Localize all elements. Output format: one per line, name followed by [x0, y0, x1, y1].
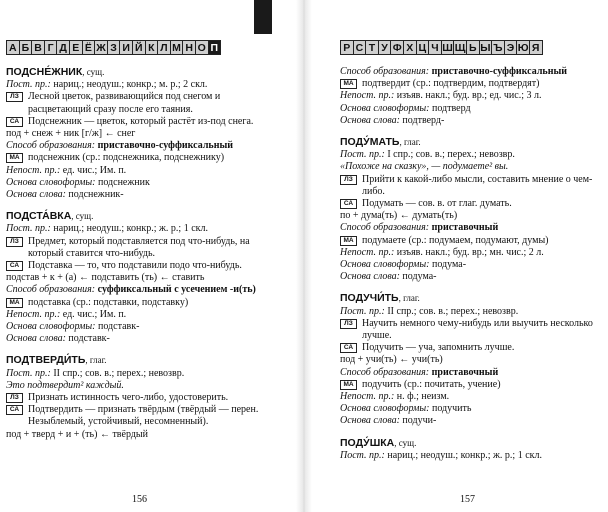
entry-line [6, 380, 270, 392]
section-badge: ЛЗ [6, 92, 23, 102]
section-badge: СА [340, 343, 357, 353]
row-text: Научить немного чему-нибудь или выучить несколько лучше. [362, 317, 593, 342]
section-badge: МА [6, 153, 23, 163]
entry-line [6, 79, 270, 91]
entry-heading [6, 210, 270, 223]
section-badge: СА [6, 405, 23, 415]
entry-line [340, 391, 602, 403]
entry-line [340, 66, 602, 78]
line-emphasis: приставочный [429, 222, 499, 234]
line-text: изъяв. накл.; буд. вр.; ед. чис.; 3 л. [394, 90, 542, 102]
row-text: подтвердит (ср.: подтвердим, подтвердят) [362, 78, 540, 90]
entry-line [340, 403, 602, 415]
section-badge: МА [6, 298, 23, 308]
alphabet-letter[interactable]: Щ [454, 41, 466, 54]
entry-row [6, 297, 270, 309]
line-label: Основа словоформы: [340, 403, 430, 415]
section-badge: ЛЗ [340, 319, 357, 329]
line-label: Основа слова: [340, 415, 400, 427]
entry-line [6, 128, 270, 140]
alphabet-letter[interactable]: Ь [466, 40, 480, 55]
line-text: ед. чис.; Им. п. [60, 308, 127, 320]
line-text: изъяв. накл.; буд. вр.; мн. чис.; 2 л. [394, 246, 544, 258]
alphabet-letter[interactable]: Й [132, 40, 146, 55]
line-label: Основа словоформы: [340, 102, 430, 114]
alphabet-letter[interactable]: Б [19, 40, 33, 55]
entry-line [340, 415, 602, 427]
alphabet-letter[interactable]: П [208, 40, 222, 55]
row-text: Подтвердить — признать твёрдым (твёрдый — перен. Незыблемый, устойчивый, несомненный). [28, 404, 259, 428]
line-emphasis: приставочно-суффиксальный [429, 66, 568, 77]
entry-line [6, 429, 270, 441]
line-text: н. ф.; неизм. [394, 391, 450, 403]
entry-line [340, 450, 602, 462]
section-badge: МА [340, 380, 357, 390]
alphabet-letter[interactable]: И [119, 40, 133, 55]
line-label: Основа слова: [6, 189, 66, 201]
dictionary-entry [6, 354, 270, 440]
alphabet-letter[interactable]: М [170, 40, 184, 55]
entry-heading [340, 292, 602, 305]
line-label: Пост. пр.: [340, 449, 385, 461]
right-page [312, 0, 608, 512]
entry-line [6, 223, 270, 235]
dictionary-entry [340, 437, 602, 462]
alphabet-letter[interactable]: У [378, 40, 392, 55]
alphabet-letter[interactable]: З [107, 40, 121, 55]
alphabet-letter[interactable]: Т [365, 40, 379, 55]
entry-line [6, 284, 270, 296]
line-label: Основа слова: [340, 114, 400, 126]
line-text: под + тверд + и + (ть) ← твёрдый [6, 428, 148, 440]
entry-row [6, 116, 270, 128]
entry-row [6, 260, 270, 272]
line-label: Основа словоформы: [6, 176, 96, 188]
book-gutter [296, 0, 312, 512]
entry-row [6, 91, 270, 115]
row-text: Подучить — уча, запомнить лучше. [362, 342, 515, 354]
alphabet-letter[interactable]: Г [44, 40, 58, 55]
entry-row [340, 78, 602, 90]
row-text: подучить (ср.: почитать, учение) [362, 378, 501, 390]
entry-line [340, 115, 602, 127]
line-text: II спр.; сов. в.; перех.; невозвр. [50, 367, 185, 379]
section-badge: ЛЗ [340, 175, 357, 185]
part-of-speech: , глаг. [85, 355, 107, 366]
dictionary-entries [340, 66, 602, 471]
headword: ПОДУ́ШКА [340, 436, 395, 449]
line-text: нариц.; неодуш.; конкр.; ж. р.; 1 скл. [384, 449, 542, 461]
line-text: II спр.; сов. в.; перех.; невозвр. [384, 305, 519, 317]
entry-line [340, 247, 602, 259]
section-badge: МА [340, 236, 357, 246]
page-number: 157 [460, 494, 475, 505]
alphabet-letter[interactable]: Н [182, 40, 196, 55]
alphabet-letter[interactable]: Ю [517, 41, 529, 54]
entry-line [340, 271, 602, 283]
entry-line [6, 165, 270, 177]
entry-line [6, 309, 270, 321]
dictionary-entry [340, 136, 602, 283]
row-text: подснежник (ср.: подснежника, подснежнику) [28, 152, 225, 164]
row-text: Прийти к какой-либо мысли, составить мнение о чем-либо. [362, 173, 593, 197]
alphabet-letter[interactable]: Э [504, 40, 518, 55]
entry-line [340, 354, 602, 366]
line-text: подтверд [429, 102, 471, 114]
entry-heading [340, 136, 602, 149]
line-emphasis: приставочно-суффиксальный [95, 140, 234, 152]
row-text: подумаете (ср.: подумаем, подумают, думы) [362, 234, 549, 246]
line-text: под + учи(ть) ← учи(ть) [340, 354, 443, 366]
line-label: Пост. пр.: [6, 223, 51, 235]
line-label: Это подтвердит² каждый. [6, 379, 124, 391]
alphabet-letter[interactable]: Ъ [491, 40, 505, 55]
section-badge: МА [340, 79, 357, 89]
alphabet-letter[interactable]: Ё [82, 40, 96, 55]
part-of-speech: , сущ. [82, 67, 105, 77]
headword: ПОДУЧИ́ТЬ [340, 292, 399, 305]
line-label: Пост. пр.: [6, 367, 51, 379]
part-of-speech: , глаг. [399, 137, 421, 148]
alphabet-letter[interactable]: Ш [442, 41, 453, 54]
line-label: Основа слова: [340, 271, 400, 283]
alphabet-letter[interactable]: Д [56, 40, 70, 55]
dictionary-entry [6, 210, 270, 345]
line-label: Непост. пр.: [6, 164, 61, 176]
entry-line [340, 161, 602, 173]
alphabet-index [340, 40, 542, 55]
entry-row [6, 236, 270, 260]
line-label: Непост. пр.: [6, 308, 61, 320]
alphabet-letter[interactable]: Р [340, 40, 354, 55]
alphabet-letter[interactable]: Я [529, 40, 543, 55]
line-label: Основа словоформы: [340, 259, 430, 271]
headword: ПОДТВЕРДИ́ТЬ [6, 354, 86, 367]
entry-heading [6, 66, 270, 79]
line-text: подума- [399, 271, 437, 283]
part-of-speech: , сущ. [71, 211, 94, 222]
line-text: под + снеж + ник [г/ж] ← снег [6, 128, 136, 140]
line-label: Непост. пр.: [340, 391, 395, 403]
alphabet-letter[interactable]: Ф [390, 40, 404, 55]
alphabet-letter[interactable]: К [145, 40, 159, 55]
headword: ПОДУ́МАТЬ [340, 136, 400, 149]
alphabet-letter[interactable]: С [353, 40, 367, 55]
row-text: Лесной цветок, развивающийся под снегом и расцветающий сразу после его таяния. [28, 91, 221, 115]
entry-line [6, 321, 270, 333]
section-badge: СА [340, 199, 357, 209]
part-of-speech: , сущ. [394, 437, 417, 448]
dictionary-entries [6, 66, 270, 450]
entry-row [340, 198, 602, 210]
alphabet-letter[interactable]: В [31, 40, 45, 55]
entry-line [340, 306, 602, 318]
alphabet-letter[interactable]: Х [403, 40, 417, 55]
section-badge: ЛЗ [6, 237, 23, 247]
line-label: Способ образования: [340, 66, 430, 77]
line-label: Пост. пр.: [340, 305, 385, 317]
entry-row [6, 152, 270, 164]
line-text: подставк- [95, 321, 140, 333]
line-text: подстав + к + (а) ← подставить (ть) ← ставить [6, 272, 205, 284]
entry-line [6, 189, 270, 201]
entry-line [340, 222, 602, 234]
entry-row [340, 174, 602, 198]
line-text: подснежник- [65, 189, 124, 201]
line-text: ед. чис.; Им. п. [60, 164, 127, 176]
entry-line [6, 272, 270, 284]
entry-row [340, 379, 602, 391]
row-text: Признать истинность чего-либо, удостоверить. [28, 392, 229, 404]
dictionary-entry [6, 66, 270, 201]
dictionary-entry [340, 292, 602, 427]
line-label: Способ образования: [6, 140, 96, 152]
row-text: подставка (ср.: подставки, подставку) [28, 296, 189, 308]
alphabet-letter[interactable]: Ч [428, 40, 442, 55]
line-text: подснежник [95, 176, 150, 188]
entry-row [6, 404, 270, 428]
entry-heading [340, 437, 602, 450]
entry-line [340, 149, 602, 161]
row-text: Подставка — то, что подставили подо что-нибудь. [28, 260, 242, 272]
entry-line [340, 367, 602, 379]
line-label: «Похоже на сказку», — подумаете² вы. [340, 161, 509, 173]
section-badge: СА [6, 261, 23, 271]
entry-line [6, 177, 270, 189]
alphabet-letter[interactable]: Е [69, 40, 83, 55]
line-label: Пост. пр.: [340, 149, 385, 161]
alphabet-letter[interactable]: Ц [416, 40, 430, 55]
page-edge-tab [254, 0, 272, 34]
line-emphasis: приставочный [429, 366, 499, 378]
entry-row [340, 342, 602, 354]
page-number: 156 [132, 494, 147, 505]
line-label: Основа слова: [6, 333, 66, 345]
dictionary-entry [340, 66, 602, 127]
line-label: Основа словоформы: [6, 321, 96, 333]
line-text: подтверд- [399, 114, 445, 126]
entry-line [340, 210, 602, 222]
entry-heading [6, 354, 270, 367]
entry-line [340, 90, 602, 102]
line-text: нариц.; неодуш.; конкр.; ж. р.; 1 скл. [50, 223, 208, 235]
entry-row [340, 235, 602, 247]
entry-line [340, 259, 602, 271]
line-text: подучить [429, 403, 472, 415]
entry-line [6, 333, 270, 345]
line-label: Способ образования: [340, 222, 430, 234]
line-label: Способ образования: [340, 366, 430, 378]
entry-row [340, 318, 602, 342]
line-text: по + дума(ть) ← думать(ть) [340, 210, 458, 222]
line-label: Пост. пр.: [6, 79, 51, 91]
alphabet-letter[interactable]: Л [157, 40, 171, 55]
alphabet-index [6, 40, 220, 55]
alphabet-letter[interactable]: Ж [94, 40, 108, 55]
part-of-speech: , глаг. [398, 293, 420, 304]
line-emphasis: суффиксальный с усечением -и(ть) [95, 284, 256, 296]
section-badge: ЛЗ [6, 393, 23, 403]
line-label: Непост. пр.: [340, 90, 395, 102]
line-text: нариц.; неодуш.; конкр.; м. р.; 2 скл. [50, 79, 208, 91]
line-text: I спр.; сов. в.; перех.; невозвр. [384, 149, 515, 161]
row-text: Подснежник — цветок, который растёт из-под снега. [28, 115, 254, 127]
line-label: Способ образования: [6, 284, 96, 296]
headword: ПОДСТА́ВКА [6, 210, 72, 223]
alphabet-letter[interactable]: О [195, 40, 209, 55]
entry-row [6, 392, 270, 404]
row-text: Подумать — сов. в. от глаг. думать. [362, 198, 512, 210]
line-label: Непост. пр.: [340, 246, 395, 258]
left-page [0, 0, 296, 512]
headword: ПОДСНЕ́ЖНИК [6, 66, 83, 78]
line-text: подучи- [399, 415, 437, 427]
row-text: Предмет, который подставляется под что-нибудь, на который ставится что-нибудь. [28, 235, 250, 259]
alphabet-letter[interactable]: Ы [480, 41, 491, 54]
entry-line [6, 368, 270, 380]
alphabet-letter[interactable]: А [6, 40, 20, 55]
line-text: подставк- [65, 333, 110, 345]
line-text: подума- [429, 259, 467, 271]
entry-line [6, 140, 270, 152]
entry-line [340, 103, 602, 115]
section-badge: СА [6, 117, 23, 127]
